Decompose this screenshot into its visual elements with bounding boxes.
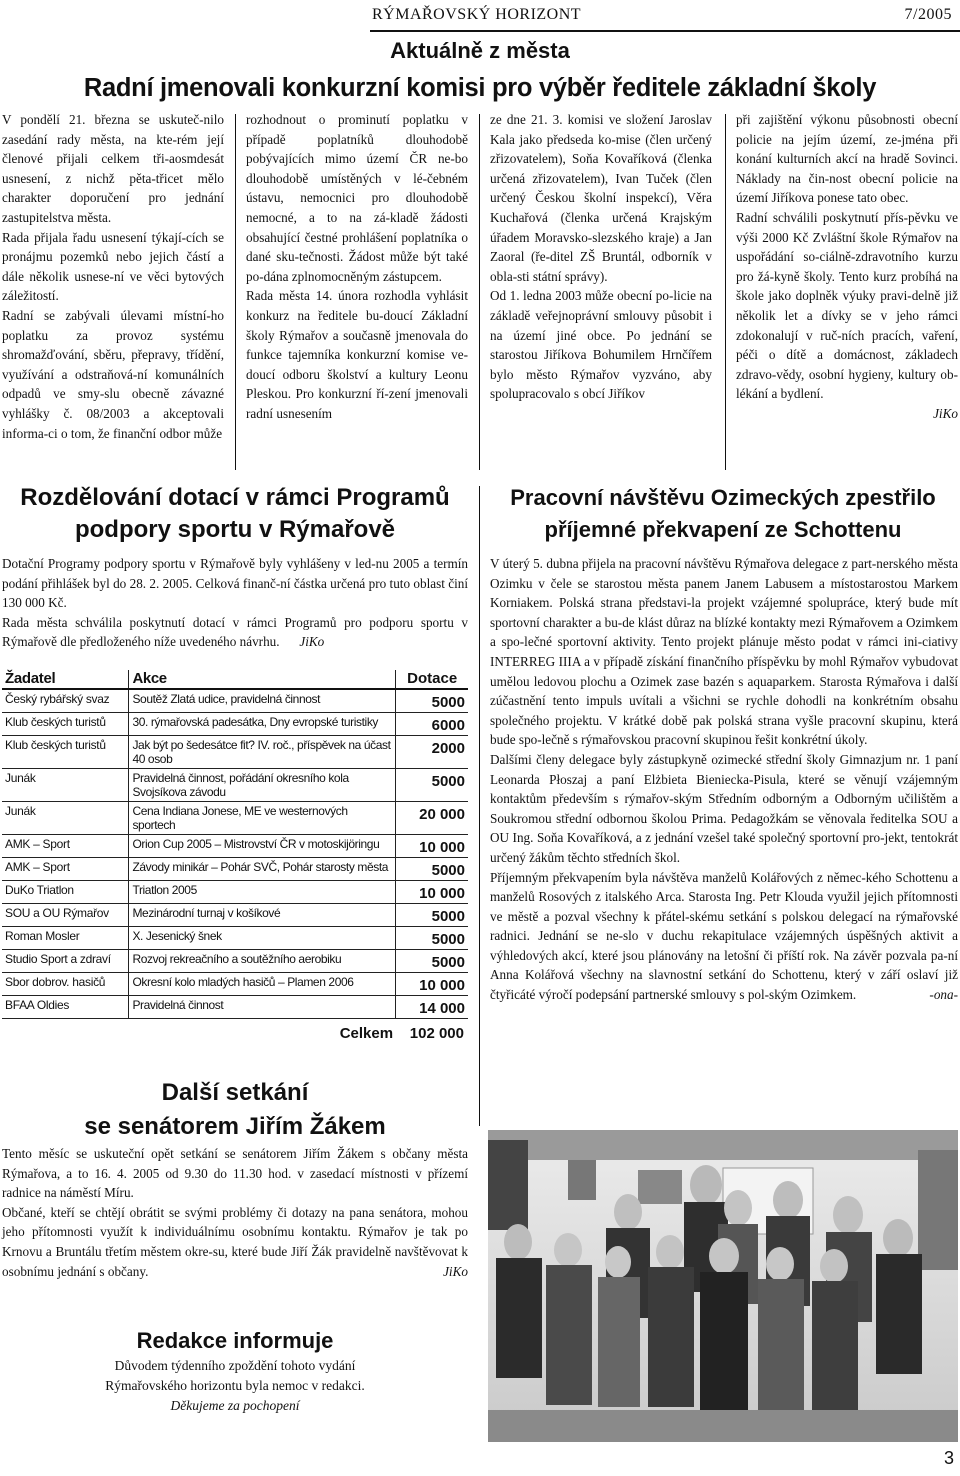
ozimek-headline-line1: Pracovní návštěvu Ozimeckých zpestřilo	[510, 485, 936, 510]
notice-headline: Redakce informuje	[136, 1328, 334, 1353]
grants-table-grid	[2, 670, 468, 1019]
paragraph: Radní schválili poskytnutí přís-pěvku ve výši 2000 Kč Zvláštní škole Rýmařov na uspořádání so-ciálně-zdravotního kurzu pro žá-kyně školy. Tento kurz probíhá na škole jako doplněk výuky pravi-delně již několik let a dívky se v jeho rámci zdokonalují v ruč-ních pracích, vaření, péči o dítě a domácnost, základech zdravo-vědy, osobní hygieny, kultury ob-lékání a bydlení.	[736, 209, 958, 402]
action-cell: Cena Indiana Jonese, ME ve westernových sportech	[129, 802, 396, 835]
action-cell: Okresní kolo mladých hasičů – Plamen 2006	[129, 973, 396, 996]
action-cell: Jak být po šedesátce fit? IV. roč., příspěvek na účast 40 osob	[129, 736, 396, 769]
article1-col4	[736, 110, 958, 424]
paragraph: Dalšími členy delegace byly zástupkyně ozimecké střední školy Gimnazjum nr. 1 paní Leonarda Płoszaj a paní Elżbieta Bieniecka-Pisula, které se věnují vzájemným kontaktům především s rýmařov-ským Středním odborným a Odborným učilištěm a Soukromou střední odbornou školou Prima. Pedagožkám se věnovala ředitelka SOU a OU Ing. Soňa Kovaříková, a z jednání vzešel také společný sportovní pro-jekt, tentokrát určený žákům těchto středních škol.	[490, 751, 958, 865]
paragraph: Rada přijala řadu usnesení týkají-cích se pronájmu pozemků nebo jejich částí a dále několik usnese-ní ve věci bytových záležitostí.	[2, 229, 224, 304]
amount-cell: 10 000	[396, 835, 468, 858]
notice-thanks: Děkujeme za pochopení	[170, 1398, 300, 1413]
action-cell: Pravidelná činnost	[129, 996, 396, 1019]
grants-headline-line1: Rozdělování dotací v rámci Programů	[20, 484, 450, 511]
table-total	[2, 1025, 468, 1042]
table-row	[2, 950, 468, 973]
ozimek-body	[490, 554, 958, 1005]
column-divider	[479, 486, 480, 1126]
applicant-cell: Junák	[2, 802, 129, 835]
table-row	[2, 736, 468, 769]
header-action: Akce	[129, 670, 396, 689]
group-photo	[488, 1130, 958, 1442]
issue-number: 7/2005	[904, 6, 952, 23]
applicant-cell: SOU a OU Rýmařov	[2, 904, 129, 927]
signature: JiKo	[443, 1263, 468, 1279]
applicant-cell: AMK – Sport	[2, 858, 129, 881]
senator-headline-line1: Další setkání	[161, 1079, 309, 1106]
section-title: Aktuálně z města	[390, 38, 570, 63]
amount-cell: 20 000	[396, 802, 468, 835]
column-divider	[725, 114, 726, 470]
table-row	[2, 881, 468, 904]
paragraph: Tento měsíc se uskuteční opět setkání se senátorem Jiřím Žákem s občany města Rýmařova, a to 16. 4. 2005 od 9.30 do 11.30 hod. v zasedací místnosti v přízemí radnice na náměstí Míru.	[2, 1146, 468, 1201]
applicant-cell: Klub českých turistů	[2, 736, 129, 769]
column-divider	[235, 114, 236, 470]
amount-cell: 5000	[396, 858, 468, 881]
amount-cell: 6000	[396, 713, 468, 736]
applicant-cell: BFAA Oldies	[2, 996, 129, 1019]
table-row	[2, 769, 468, 802]
table-row	[2, 973, 468, 996]
applicant-cell: Studio Sport a zdraví	[2, 950, 129, 973]
action-cell: Závody minikár – Pohár SVČ, Pohár starosty města	[129, 858, 396, 881]
table-row	[2, 713, 468, 736]
grants-intro	[2, 554, 468, 652]
action-cell: 30. rýmařovská padesátka, Dny evropské turistiky	[129, 713, 396, 736]
action-cell: Pravidelná činnost, pořádání okresního kola Svojsíkova závodu	[129, 769, 396, 802]
amount-cell: 5000	[396, 689, 468, 713]
paragraph: Dotační Programy podpory sportu v Rýmařově byly vyhlášeny v led-nu 2005 a termín podání přihlášek byl do 28. 2. 2005. Celková finanč-ní částka určená pro tuto oblast činí 130 000 Kč.	[2, 556, 468, 611]
grants-table	[2, 670, 468, 1042]
notice-line: Důvodem týdenního zpoždění tohoto vydání	[114, 1358, 356, 1373]
table-row	[2, 689, 468, 713]
newspaper-title: RÝMAŘOVSKÝ HORIZONT	[372, 6, 582, 23]
amount-cell: 5000	[396, 927, 468, 950]
total-label: Celkem	[339, 1025, 394, 1042]
signature: JiKo	[299, 634, 325, 650]
amount-cell: 2000	[396, 736, 468, 769]
senator-headline	[0, 1076, 470, 1144]
article1-col1	[2, 110, 224, 443]
action-cell: Orion Cup 2005 – Mistrovství ČR v motoskijöringu	[129, 835, 396, 858]
column-divider	[479, 114, 480, 470]
applicant-cell: Sbor dobrov. hasičů	[2, 973, 129, 996]
paragraph: rozhodnout o prominutí poplatku v případě poplatníků dlouhodobě pobývajících mimo území ČR ne-bo dlouhodobě umístěných v lé-čebném ústavu, nemocnici pro dlouhodobě nemocné, a to na zá-kladě žádosti obsahující čestné prohlášení poplatníka o dané sku-tečnosti. Žádost může být také po-dána zplnomocněným zástupcem.	[246, 112, 468, 284]
table-row	[2, 858, 468, 881]
group-photo-image	[488, 1130, 958, 1442]
table-row	[2, 927, 468, 950]
action-cell: Mezinárodní turnaj v košíkové	[129, 904, 396, 927]
article1-col2	[246, 110, 468, 424]
applicant-cell: Klub českých turistů	[2, 713, 129, 736]
applicant-cell: Junák	[2, 769, 129, 802]
action-cell: X. Jesenický šnek	[129, 927, 396, 950]
applicant-cell: AMK – Sport	[2, 835, 129, 858]
main-headline: Radní jmenovali konkurzní komisi pro výběr ředitele základní školy	[83, 74, 877, 102]
ozimek-headline-line2: příjemné překvapení ze Schottenu	[544, 517, 902, 542]
action-cell: Triatlon 2005	[129, 881, 396, 904]
paragraph: V pondělí 21. března se uskuteč-nilo zasedání rady města, na kte-rém její členové přijali celkem tři-aosmdesát usnesení, z nichž pěta-třicet mělo charakter doporučení pro jednání zastupitelstva města.	[2, 112, 224, 225]
grants-headline	[0, 482, 470, 546]
paragraph: Rada města 14. února rozhodla vyhlásit konkurz na ředitele bu-doucí Základní školy Rýmařov a současně jmenovala do funkce tajemníka konkurzní komise ve-doucí odboru školství a kultury Leonu Pleskou. Pro konkurzní ří-zení jmenovali radní usnesením	[246, 288, 468, 421]
amount-cell: 10 000	[396, 881, 468, 904]
applicant-cell: DuKo Triatlon	[2, 881, 129, 904]
applicant-cell: Český rybářský svaz	[2, 689, 129, 713]
table-header-row	[2, 670, 468, 689]
header-rule	[370, 30, 960, 32]
amount-cell: 5000	[396, 904, 468, 927]
amount-cell: 10 000	[396, 973, 468, 996]
table-row	[2, 904, 468, 927]
amount-cell: 14 000	[396, 996, 468, 1019]
notice-box	[2, 1326, 468, 1416]
amount-cell: 5000	[396, 950, 468, 973]
total-value: 102 000	[409, 1025, 464, 1042]
applicant-cell: Roman Mosler	[2, 927, 129, 950]
header-applicant: Žadatel	[2, 670, 129, 689]
senator-headline-line2: se senátorem Jiřím Žákem	[84, 1113, 386, 1140]
action-cell: Rozvoj rekreačního a soutěžního aerobiku	[129, 950, 396, 973]
paragraph: Občané, kteří se chtějí obrátit se svými problémy či dotazy na pana senátora, mohou jeho přítomnosti využít k individuálnímu osobnímu kontaktu. Rýmařov je tak po Krnovu a Bruntálu třetím městem okre-su, které bude Jiří Žák pravidelně navštěvovat k osobnímu jednání s občany. JiKo	[2, 1203, 468, 1281]
table-row	[2, 835, 468, 858]
paragraph: Radní se zabývali úlevami místní-ho poplatku za provoz systému shromažďování, sběru, přepravy, třídění, využívání a odstraňová-ní komunálních odpadů ve smy-slu obecně závazné vyhlášky č. 08/2003 a akceptovali informa-ci o tom, že finanční odbor může	[2, 307, 224, 441]
paragraph: Od 1. ledna 2003 může obecní po-licie na základě veřejnoprávní smlouvy působit i na území jiné obce. Po jednání se starostou Jiříkova Bohumilem Hrnčířem bylo město Rýmařov vyzváno, aby spolupracovalo s obcí Jiříkov	[490, 288, 712, 402]
paragraph: ze dne 21. 3. komisi ve složení Jaroslav Kala jako předseda ko-mise (člen určený zřizovatelem), Soňa Kovaříková (členka určená zřizovatelem), Ivan Tuček (člen určený Českou školní inspekcí), Věra Kuchařová (členka určená Krajským úřadem Moravsko-slezského kraje) a Jan Zaoral (ře-ditel ZŠ Bruntál, odborník v obla-sti státní správy).	[490, 112, 712, 284]
ozimek-headline	[488, 482, 958, 546]
paragraph: Rada města schválila poskytnutí dotací v rámci Programů pro podporu sportu v Rýmařově dle předloženého níže uvedeného návrhu. JiKo	[2, 614, 468, 650]
paragraph: Příjemným překvapením byla návštěva manželů Kolářových z němec-kého Schottenu a manželů Rosových z italského Arca. Starosta Ing. Petr Klouda využil jejich přítomnosti ve městě a pozval všechny k přátel-skému setkání s polskou delegací na rýmařovské radnici. Jednání se ne-slo v duchu rekapitulace vzájemných úspěšných aktivit a výhledových akcí, které jsou plánovány na letošní či příští rok. Na závěr pozvala pa-ní Anna Kolářová všechny na slavnostní setkání do Schottenu, který v září oslaví již čtyřicáté výročí podepsání partnerské smlouvy s pol-ským Ozimkem. -ona-	[490, 868, 958, 1005]
signature: -ona-	[929, 987, 958, 1003]
senator-body	[2, 1144, 468, 1281]
amount-cell: 5000	[396, 769, 468, 802]
paragraph: při zajištění výkonu působnosti obecní policie na jejím území, ze-jména při konání kulturních akcí na hradě Sovinci. Náklady na čin-nost obecní policie na území Jiříkova ponese tato obec.	[736, 112, 958, 206]
action-cell: Soutěž Zlatá udice, pravidelná činnost	[129, 689, 396, 713]
grants-headline-line2: podpory sportu v Rýmařově	[74, 516, 396, 543]
article1-col3	[490, 110, 712, 404]
page-number: 3	[943, 1448, 954, 1468]
notice-line: Rýmařovského horizontu byla nemoc v redakci.	[105, 1378, 365, 1393]
header-amount: Dotace	[396, 670, 468, 689]
table-row	[2, 996, 468, 1019]
table-row	[2, 802, 468, 835]
signature: JiKo	[933, 405, 958, 421]
paragraph: V úterý 5. dubna přijela na pracovní návštěvu Rýmařova delegace z part-nerského města Ozimku v čele se starostou města panem Janem Labusem a místostarostou Markem Korniakem. Polská strana představi-la projekt vzájemné spolupráce, který bude mít sportovní charakter a bu-de klást důraz na blízké kontakty mezi Rýmařovem a Ozimkem a spo-lečné sportovní aktivity. Tento projekt plánuje město podat v rámci ini-ciativy INTERREG IIIA a v případě získání finančního příspěvku by mohl Rýmařov vybudovat umělou ledovou plochu a Ozimek zase bazén s aquaparkem. Starosta Rýmařova i další zúčastnění tento impuls uvítali a všichni se rychle dohodli na konkrétním obsahu společného projektu. V krátké době pak polská strana vyšle pracovní skupinu, která bude spo-lečně s rýmařovskou pracovní skupinou řešit konkrétní úkoly.	[490, 556, 958, 748]
